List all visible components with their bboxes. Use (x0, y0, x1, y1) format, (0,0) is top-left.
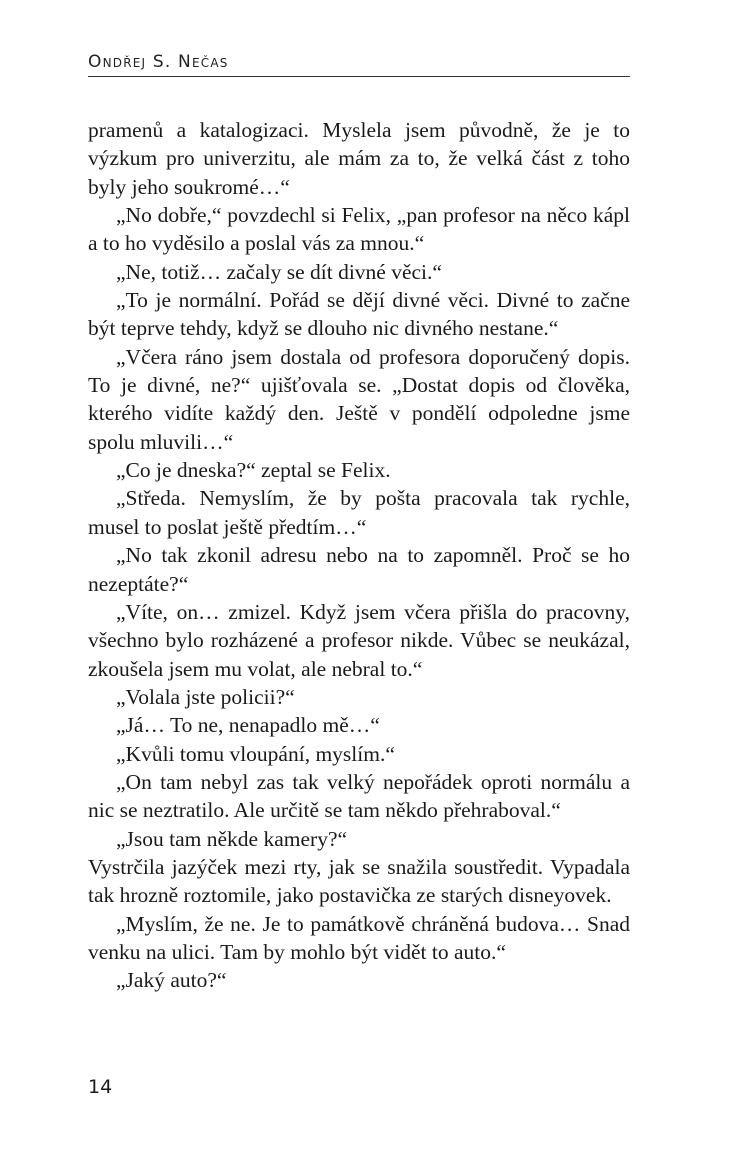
paragraph: „On tam nebyl zas tak velký nepořádek oproti normálu a nic se neztratilo. Ale určitě se tam někdo přehraboval.“ (88, 769, 630, 823)
paragraph: „Myslím, že ne. Je to památkově chráněná budova… Snad venku na ulici. Tam by mohlo být vidět to auto.“ (88, 911, 630, 964)
paragraph: „Středa. Nemyslím, že by pošta pracovala tak rychle, musel to poslat ještě předtím…“ (88, 486, 630, 539)
paragraph: „Volala jste policii?“ (116, 684, 295, 709)
body-text (88, 116, 630, 995)
page-number: 14 (88, 1076, 113, 1098)
paragraph: „Já… To ne, nenapadlo mě…“ (116, 713, 380, 738)
running-head-author: Ondřej S. Nečas (88, 52, 229, 72)
header-rule (88, 76, 630, 77)
paragraph: Vystrčila jazýček mezi rty, jak se snažila soustředit. Vypadala tak hrozně roztomile, jako postavička ze starých disneyovek. (88, 854, 630, 908)
paragraph: „Víte, on… zmizel. Když jsem včera přišla do pracovny, všechno bylo rozházené a profesor nikde. Vůbec se neukázal, zkoušela jsem mu volat, ale nebral to.“ (88, 599, 630, 681)
paragraph: pramenů a katalogizaci. Myslela jsem původně, že je to výzkum pro univerzitu, ale mám za to, že velká část z toho byly jeho soukromé…“ (88, 118, 630, 199)
paragraph: „Ne, totiž… začaly se dít divné věci.“ (116, 259, 442, 284)
paragraph: „Co je dneska?“ zeptal se Felix. (116, 458, 391, 483)
paragraph: „Jsou tam někde kamery?“ (116, 826, 348, 851)
paragraph: „Včera ráno jsem dostala od profesora doporučený dopis. To je divné, ne?“ ujišťovala se. „Dostat dopis od člověka, kterého vidíte každý den. Ještě v pondělí odpoledne jsme spolu mluvili…“ (88, 344, 630, 454)
paragraph: „To je normální. Pořád se dějí divné věci. Divné to začne být teprve tehdy, když se dlouho nic divného nestane.“ (88, 288, 630, 341)
paragraph: „No dobře,“ povzdechl si Felix, „pan profesor na něco kápl a to ho vyděsilo a poslal vás za mnou.“ (88, 203, 630, 256)
paragraph: „No tak zkonil adresu nebo na to zapomněl. Proč se ho nezeptáte?“ (88, 543, 630, 596)
paragraph: „Jaký auto?“ (116, 968, 227, 993)
paragraph: „Kvůli tomu vloupání, myslím.“ (116, 741, 395, 766)
